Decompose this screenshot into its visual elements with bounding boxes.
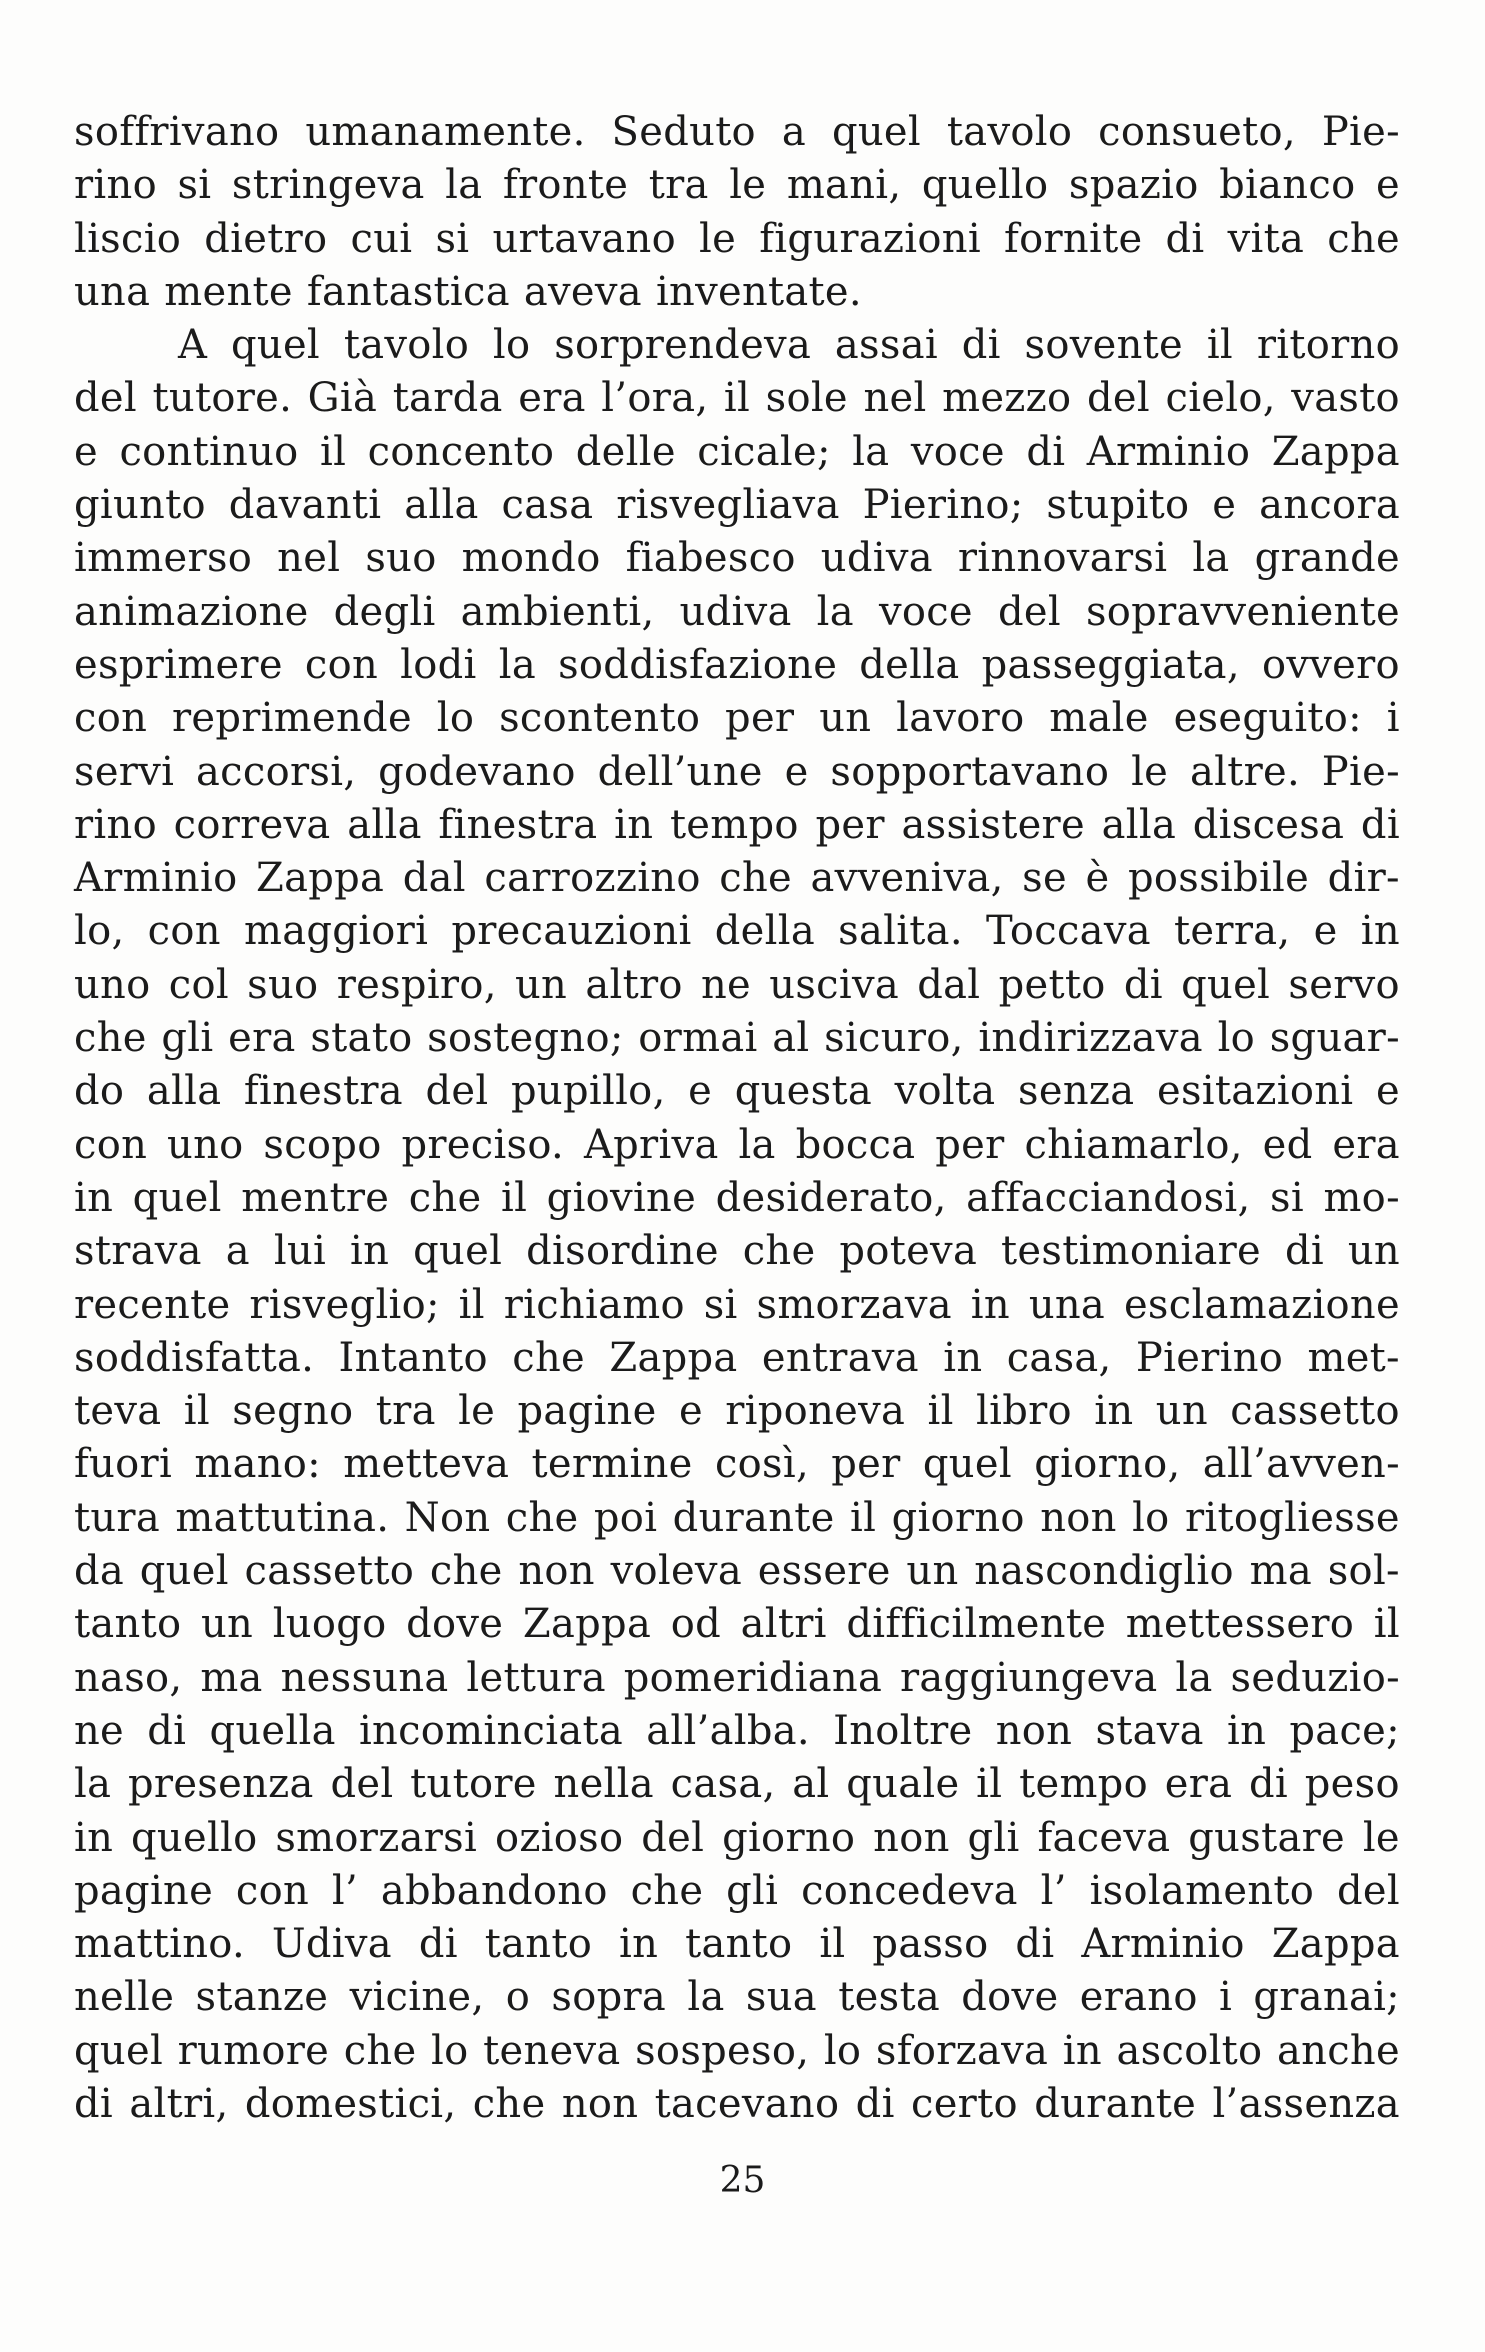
text-line: strava a lui in quel disordine che poteva testimoniare di un (74, 1228, 1400, 1275)
text-line: in quel mentre che il giovine desiderato, affacciandosi, si mo- (74, 1174, 1400, 1221)
text-line: pagine con l’ abbandono che gli concedeva l’ isolamento del (74, 1867, 1400, 1914)
text-line: naso, ma nessuna lettura pomeridiana raggiungeva la seduzio- (74, 1654, 1400, 1701)
text-line: ne di quella incominciata all’alba. Inoltre non stava in pace; (74, 1707, 1400, 1754)
text-line: con uno scopo preciso. Apriva la bocca per chiamarlo, ed era (74, 1121, 1400, 1168)
text-line: mattino. Udiva di tanto in tanto il passo di Arminio Zappa (74, 1921, 1400, 1968)
text-line: nelle stanze vicine, o sopra la sua testa dove erano i granai; (74, 1974, 1400, 2021)
text-line: una mente fantastica aveva inventate. (74, 268, 862, 315)
text-line: in quello smorzarsi ozioso del giorno non gli faceva gustare le (74, 1814, 1400, 1861)
text-line: tanto un luogo dove Zappa od altri difficilmente mettessero il (74, 1601, 1400, 1648)
text-line: immerso nel suo mondo fiabesco udiva rinnovarsi la grande (74, 535, 1400, 582)
text-line: da quel cassetto che non voleva essere un nascondiglio ma sol- (74, 1548, 1400, 1595)
text-line: del tutore. Già tarda era l’ora, il sole nel mezzo del cielo, vasto (74, 375, 1400, 422)
page-number: 25 (719, 2160, 766, 2201)
text-line: lo, con maggiori precauzioni della salita. Toccava terra, e in (74, 908, 1400, 955)
text-line: teva il segno tra le pagine e riponeva il libro in un cassetto (74, 1388, 1400, 1435)
text-line: e continuo il concento delle cicale; la voce di Arminio Zappa (74, 428, 1400, 475)
body-text (74, 108, 1400, 2133)
text-line: che gli era stato sostegno; ormai al sicuro, indirizzava lo sguar- (74, 1015, 1400, 1062)
text-line: servi accorsi, godevano dell’une e sopportavano le altre. Pie- (74, 748, 1400, 795)
text-line: fuori mano: metteva termine così, per quel giorno, all’avven- (74, 1441, 1400, 1488)
text-line: soffrivano umanamente. Seduto a quel tavolo consueto, Pie- (74, 109, 1400, 155)
text-line: uno col suo respiro, un altro ne usciva dal petto di quel servo (74, 961, 1400, 1008)
text-line: A quel tavolo lo sorprendeva assai di sovente il ritorno (178, 322, 1400, 369)
text-line: recente risveglio; il richiamo si smorzava in una esclamazione (74, 1281, 1400, 1328)
text-line: la presenza del tutore nella casa, al quale il tempo era di peso (74, 1761, 1400, 1808)
text-line: con reprimende lo scontento per un lavoro male eseguito: i (74, 695, 1400, 742)
text-line: tura mattutina. Non che poi durante il giorno non lo ritogliesse (74, 1494, 1400, 1541)
text-line: do alla finestra del pupillo, e questa volta senza esitazioni e (74, 1068, 1400, 1115)
text-line: giunto davanti alla casa risvegliava Pierino; stupito e ancora (74, 482, 1400, 529)
text-line: liscio dietro cui si urtavano le figurazioni fornite di vita che (74, 215, 1400, 262)
text-line: animazione degli ambienti, udiva la voce del sopravveniente (74, 588, 1400, 635)
text-line: rino correva alla finestra in tempo per assistere alla discesa di (74, 801, 1400, 848)
text-line: di altri, domestici, che non tacevano di certo durante l’assenza (74, 2080, 1400, 2127)
text-line: quel rumore che lo teneva sospeso, lo sforzava in ascolto anche (74, 2027, 1400, 2074)
text-line: soddisfatta. Intanto che Zappa entrava in casa, Pierino met- (74, 1334, 1400, 1381)
text-line: rino si stringeva la fronte tra le mani, quello spazio bianco e (74, 162, 1400, 209)
text-line: Arminio Zappa dal carrozzino che avveniva, se è possibile dir- (74, 855, 1400, 902)
text-line: esprimere con lodi la soddisfazione della passeggiata, ovvero (74, 641, 1400, 688)
